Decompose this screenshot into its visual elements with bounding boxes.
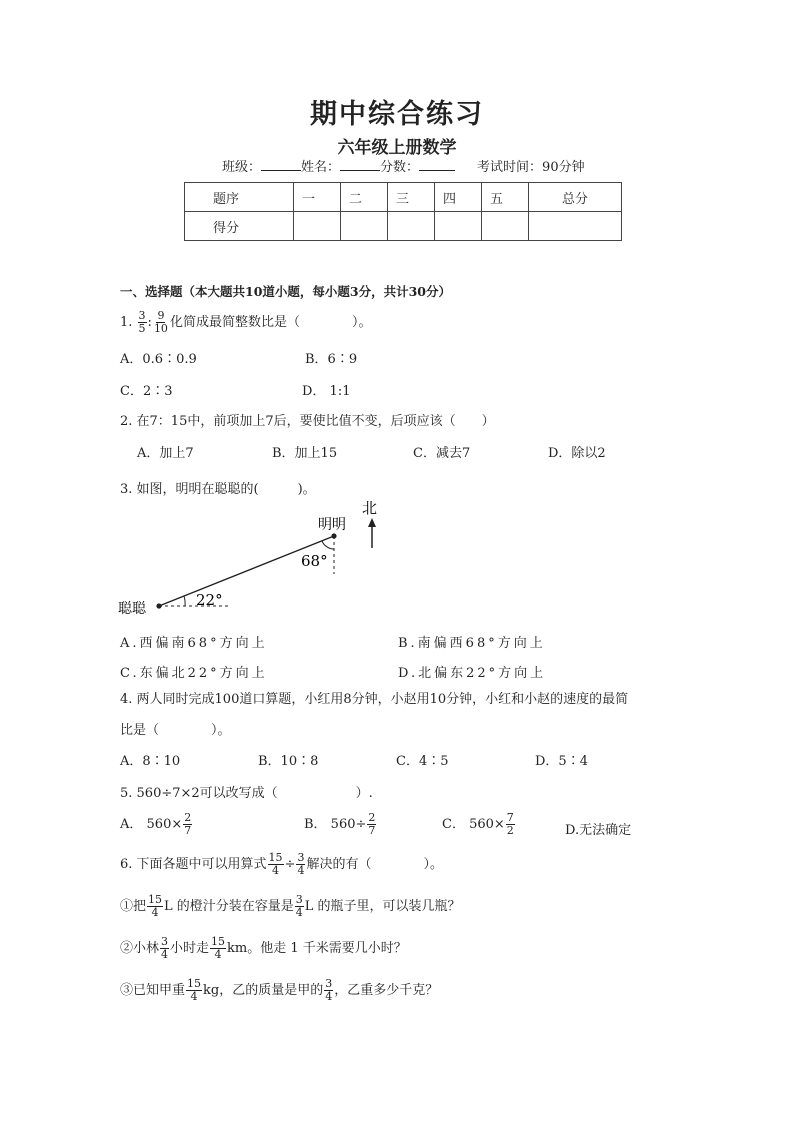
fraction: $\frac{3}{4}$ bbox=[297, 851, 305, 877]
fraction: $\frac{3}{4}$ bbox=[295, 893, 303, 919]
fraction: $\frac{15}{4}$ bbox=[268, 851, 283, 877]
direction-diagram bbox=[110, 496, 410, 618]
question-6: 6. 下面各题中可以用算式 $\frac{15}{4}$ ÷ $\frac{3}{4}$ 解决的有（ ）。 bbox=[120, 851, 443, 877]
north-label: 北 bbox=[362, 499, 378, 517]
question-text: 化简成最简整数比是（ ）。 bbox=[169, 315, 372, 330]
option-c[interactable]: C． 560× $\frac{7}{2}$ bbox=[442, 811, 514, 837]
option-a[interactable]: A．加上7 bbox=[137, 446, 194, 461]
question-2: 2. 在7：15中，前项加上7后，要使比值不变，后项应该（ ） bbox=[120, 414, 495, 429]
question-number: 1. bbox=[120, 315, 133, 330]
question-5: 5. 560÷7×2可以改写成（ ）. bbox=[120, 786, 373, 801]
option-d[interactable]: D.无法确定 bbox=[565, 823, 632, 838]
fraction: $\frac{3}{4}$ bbox=[161, 935, 169, 961]
option-b[interactable]: B．6∶9 bbox=[305, 352, 358, 367]
q6-item-3: ③已知甲重 $\frac{15}{4}$ kg，乙的质量是甲的 $\frac{3}{4}$ ，乙重多少千克？ bbox=[120, 977, 439, 1003]
q6-item-2: ②小林 $\frac{3}{4}$ 小时走 $\frac{15}{4}$ km。他走 1 千米需要几小时？ bbox=[120, 935, 407, 961]
fraction: $\frac{3}{4}$ bbox=[325, 977, 333, 1003]
fraction: $\frac{15}{4}$ bbox=[211, 935, 226, 961]
question-1 bbox=[120, 310, 371, 335]
score-table-score-row bbox=[185, 212, 622, 241]
score-cell[interactable] bbox=[294, 212, 341, 241]
connecting-line bbox=[159, 536, 334, 606]
option-d[interactable]: D．除以2 bbox=[548, 446, 606, 461]
ratio-sign: : bbox=[147, 315, 152, 330]
score-blank[interactable] bbox=[419, 159, 455, 171]
fraction: $\frac{2}{7}$ bbox=[368, 811, 376, 837]
option-c[interactable]: C．4∶5 bbox=[396, 754, 449, 769]
option-b[interactable]: B．加上15 bbox=[272, 446, 338, 461]
fraction: $\frac{2}{7}$ bbox=[184, 811, 192, 837]
exam-time: 考试时间：90分钟 bbox=[477, 160, 585, 175]
score-row-label: 得分 bbox=[185, 212, 294, 241]
option-a[interactable]: A． 560× $\frac{2}{7}$ bbox=[120, 811, 192, 837]
angle-22-label: 22° bbox=[196, 591, 223, 609]
fraction: $\frac{9}{10}$ bbox=[153, 309, 168, 335]
fraction: $\frac{3}{5}$ bbox=[138, 309, 146, 335]
section-heading: 一、选择题（本大题共10道小题，每小题3分，共计30分） bbox=[120, 284, 451, 299]
score-cell[interactable] bbox=[435, 212, 482, 241]
angle-68-label: 68° bbox=[301, 552, 328, 570]
q6-item-1: ①把 $\frac{15}{4}$ L 的橙汁分装在容量是 $\frac{3}{4}$ L 的瓶子里，可以装几瓶？ bbox=[120, 893, 461, 919]
option-b[interactable]: B． 560÷ $\frac{2}{7}$ bbox=[304, 811, 376, 837]
angle-arc-top bbox=[322, 541, 334, 549]
congcong-label: 聪聪 bbox=[118, 601, 146, 617]
fraction: $\frac{15}{4}$ bbox=[187, 977, 202, 1003]
option-c[interactable]: C.东偏北22°方向上 bbox=[120, 666, 268, 681]
question-4-line-2: 比是（ ）。 bbox=[120, 723, 231, 738]
class-label: 班级： bbox=[222, 160, 262, 175]
option-a[interactable]: A．8∶10 bbox=[120, 754, 181, 769]
option-d[interactable]: D． 1:1 bbox=[302, 384, 351, 399]
student-info-line bbox=[222, 156, 585, 175]
name-blank[interactable] bbox=[340, 159, 380, 171]
option-b[interactable]: B．10∶8 bbox=[258, 754, 319, 769]
mingming-label: 明明 bbox=[318, 517, 346, 533]
score-table-header: 题序 bbox=[185, 183, 294, 212]
question-3: 3. 如图，明明在聪聪的( )。 bbox=[120, 482, 316, 497]
score-cell[interactable] bbox=[341, 212, 388, 241]
option-a[interactable]: A.西偏南68°方向上 bbox=[120, 636, 268, 651]
score-table-header: 总分 bbox=[529, 183, 622, 212]
score-table-header: 五 bbox=[482, 183, 529, 212]
page-title: 期中综合练习 bbox=[310, 99, 484, 130]
score-table-header-row bbox=[185, 183, 622, 212]
option-a[interactable]: A．0.6∶0.9 bbox=[120, 352, 197, 367]
class-blank[interactable] bbox=[261, 159, 301, 171]
angle-arc-bottom bbox=[184, 596, 185, 606]
score-table bbox=[184, 182, 622, 241]
page-subtitle: 六年级上册数学 bbox=[337, 138, 457, 158]
score-table-header: 一 bbox=[294, 183, 341, 212]
score-label: 分数： bbox=[380, 160, 420, 175]
score-cell[interactable] bbox=[482, 212, 529, 241]
option-c[interactable]: C．减去7 bbox=[413, 446, 471, 461]
fraction: $\frac{7}{2}$ bbox=[506, 811, 514, 837]
north-arrow-icon bbox=[368, 518, 376, 527]
option-c[interactable]: C．2∶3 bbox=[120, 384, 173, 399]
name-label: 姓名： bbox=[301, 160, 341, 175]
score-cell[interactable] bbox=[388, 212, 435, 241]
option-d[interactable]: D．5∶4 bbox=[535, 754, 588, 769]
option-d[interactable]: D.北偏东22°方向上 bbox=[398, 666, 547, 681]
score-table-header: 四 bbox=[435, 183, 482, 212]
question-4-line-1: 4. 两人同时完成100道口算题，小红用8分钟，小赵用10分钟，小红和小赵的速度的最简 bbox=[120, 692, 629, 707]
score-table-header: 三 bbox=[388, 183, 435, 212]
option-b[interactable]: B.南偏西68°方向上 bbox=[398, 636, 546, 651]
score-cell[interactable] bbox=[529, 212, 622, 241]
score-table-header: 二 bbox=[341, 183, 388, 212]
fraction: $\frac{15}{4}$ bbox=[148, 893, 163, 919]
